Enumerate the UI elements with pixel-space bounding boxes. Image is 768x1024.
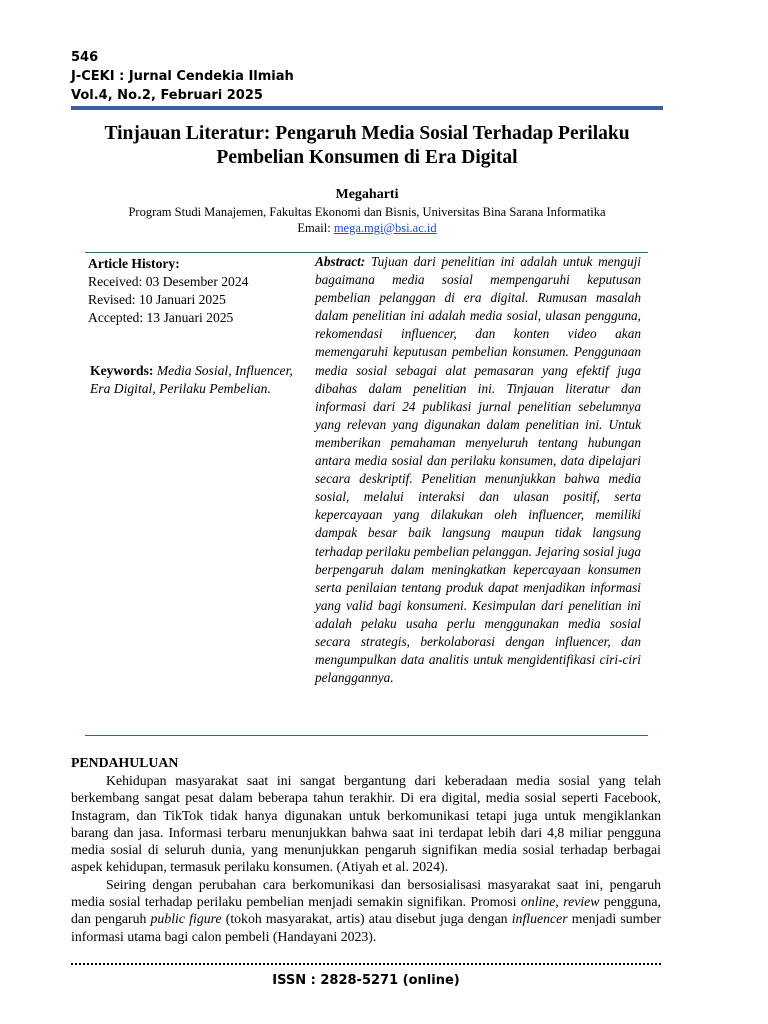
intro-paragraph-2	[71, 876, 661, 945]
author-name: Megaharti	[335, 187, 399, 202]
intro-p2-text-b: pengguna, dan pengaruh	[71, 894, 661, 927]
intro-p2-text-c: (tokoh masyarakat, artis) atau disebut juga dengan	[221, 911, 512, 927]
header-bar	[71, 106, 663, 110]
section-heading-pendahuluan: PENDAHULUAN	[71, 755, 179, 770]
abstract-label: Abstract:	[315, 254, 366, 269]
keywords-text: Media Sosial, Influencer, Era Digital, Perilaku Pembelian.	[90, 363, 293, 396]
paper-title	[71, 122, 663, 170]
email-label: Email:	[297, 220, 334, 235]
received-date: Received: 03 Desember 2024	[88, 274, 249, 289]
info-bottom-rule	[85, 735, 648, 736]
article-history	[88, 255, 298, 327]
page-number: 546	[71, 50, 99, 65]
introduction-body	[71, 772, 661, 945]
intro-p2-text-a: Seiring dengan perubahan cara berkomunikasi dan bersosialisasi masyarakat saat ini, pengaruh media sosial terhadap perilaku pembelian menjadi semakin signifikan. Promosi	[71, 876, 661, 910]
keywords-label: Keywords:	[90, 363, 154, 378]
article-history-heading: Article History:	[88, 256, 180, 271]
revised-date: Revised: 10 Januari 2025	[88, 292, 226, 307]
footer-dotted-rule	[71, 963, 661, 965]
intro-paragraph-1: Kehidupan masyarakat saat ini sangat bergantung dari keberadaan media sosial yang telah berkembang sangat pesat dalam beberapa tahun terakhir. Di era digital, media sosial seperti Facebook, Instagram, dan TikTok tidak hanya digunakan untuk berkomunikasi tetapi juga untuk mengiklankan barang dan jasa. Informasi terbaru menunjukkan bahwa saat ini terdapat lebih dari 4,8 miliar pengguna media sosial di seluruh dunia, yang menunjukkan pengaruh signifikan media sosial terhadap berbagai aspek kehidupan, termasuk perilaku konsumen. (Atiyah et al. 2024).	[71, 773, 661, 875]
journal-header	[71, 48, 294, 105]
keywords-block	[90, 362, 300, 398]
author-affiliation-block	[71, 205, 663, 236]
abstract-text: Tujuan dari penelitian ini adalah untuk menguji bagaimana media sosial mempengaruhi keputusan pembelian pelanggan di era digital. Rumusan masalah dalam penelitian ini adalah media sosial, ulasan pengguna, rekomendasi influencer, dan konten video akan memengaruhi keputusan pembelian konsumen. Penggunaan media sosial sebagai alat pemasaran yang efektif juga dibahas dalam penelitian ini. Tinjauan literatur dan informasi dari 24 publikasi jurnal penelitian sebelumnya yang relevan yang digunakan dalam penelitian ini. Untuk memberikan pemahaman menyeluruh tentang hubungan antara media sosial dan perilaku konsumen, data dipelajari secara deskriptif. Penelitian menunjukkan bahwa media sosial, melalui interaksi dan ulasan positif, serta kepercayaan yang dilakukan oleh influencer, memiliki dampak besar baik langsung maupun tidak langsung terhadap perilaku pembelian pelanggan. Jejaring sosial juga berpengaruh dalam meningkatkan kepercayaan konsumen serta penilaian tentang produk dapat menjadikan informasi yang valid bagi konsumeni. Kesimpulan dari penelitian ini adalah pelaku usaha perlu menggunakan media sosial secara strategis, berkolaborasi dengan influencer, dan mengumpulkan data analitis untuk mengidentifikasi ciri-ciri pelanggannya.	[315, 254, 641, 686]
footer-issn: ISSN : 2828-5271 (online)	[272, 973, 460, 988]
affiliation: Program Studi Manajemen, Fakultas Ekonomi dan Bisnis, Universitas Bina Sarana Informatika	[128, 205, 606, 219]
abstract-block	[315, 253, 641, 687]
journal-volume: Vol.4, No.2, Februari 2025	[71, 88, 263, 103]
paper-title-line-2: Pembelian Konsumen di Era Digital	[216, 147, 518, 168]
journal-name: J-CEKI : Jurnal Cendekia Ilmiah	[71, 69, 294, 84]
accepted-date: Accepted: 13 Januari 2025	[88, 310, 234, 325]
intro-p2-text-d: menjadi sumber informasi utama bagi calon pembeli (Handayani 2023).	[71, 911, 661, 944]
intro-p2-public-figure: public figure	[150, 911, 222, 927]
email-link[interactable]: mega.mgi@bsi.ac.id	[333, 220, 437, 235]
intro-p2-review: review	[563, 894, 600, 910]
intro-p2-comma: ,	[555, 894, 564, 910]
intro-p2-online: online	[520, 894, 556, 910]
paper-title-line-1: Tinjauan Literatur: Pengaruh Media Sosial Terhadap Perilaku	[104, 123, 630, 144]
intro-p2-influencer: influencer	[511, 911, 568, 927]
email-line	[71, 221, 663, 237]
